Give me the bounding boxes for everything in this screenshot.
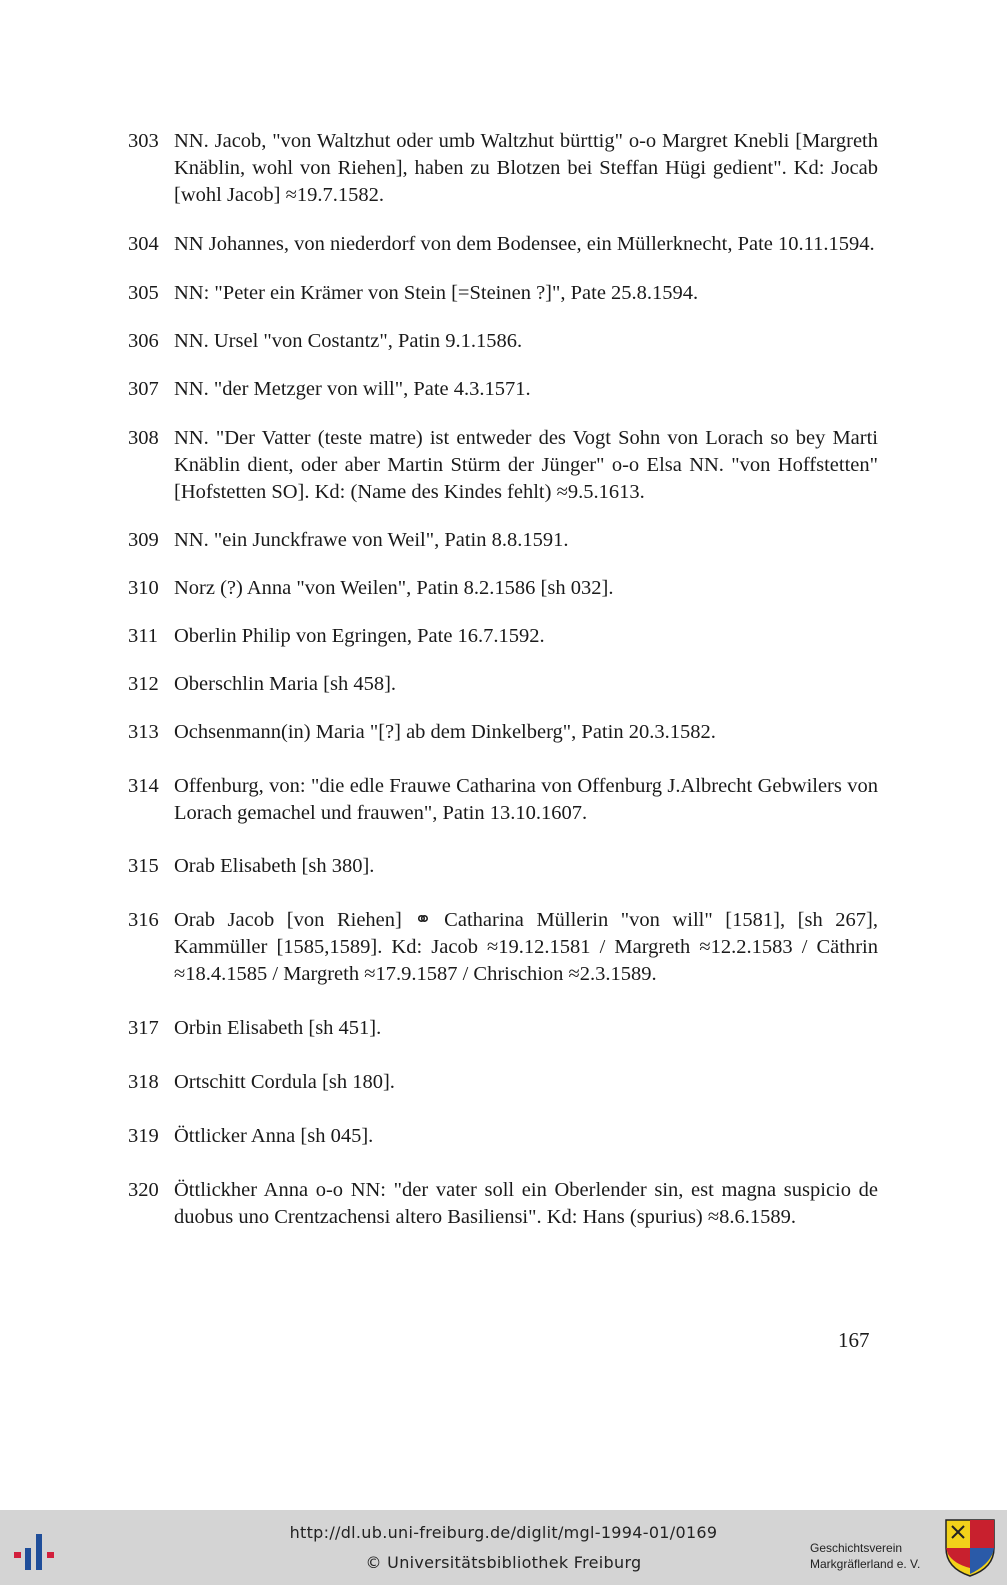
entry-number: 311 — [128, 625, 158, 647]
entry-text: Orab Elisabeth [sh 380]. — [174, 855, 375, 877]
register-entry — [128, 1069, 878, 1096]
register-entry — [128, 907, 878, 988]
entry-number: 310 — [128, 577, 159, 599]
entry-text: NN. Ursel "von Costantz", Patin 9.1.1586. — [174, 330, 523, 352]
register-entry — [128, 575, 878, 602]
register-entry — [128, 1123, 878, 1150]
entry-text: Ochsenmann(in) Maria "[?] ab dem Dinkelberg", Patin 20.3.1582. — [174, 721, 716, 743]
entry-text: Oberschlin Maria [sh 458]. — [174, 673, 397, 695]
entry-text: NN. "ein Junckfrawe von Weil", Patin 8.8.1591. — [174, 529, 569, 551]
entry-text: Ortschitt Cordula [sh 180]. — [174, 1071, 395, 1093]
entry-number: 304 — [128, 233, 159, 255]
entry-number: 320 — [128, 1179, 159, 1201]
register-entry — [128, 527, 878, 554]
entry-text: Oberlin Philip von Egringen, Pate 16.7.1592. — [174, 625, 545, 647]
entry-number: 318 — [128, 1071, 159, 1093]
register-entry — [128, 128, 878, 209]
footer-bar — [0, 1510, 1007, 1585]
entry-text: NN. "Der Vatter (teste matre) ist entweder des Vogt Sohn von Lorach so bey Marti Knäblin dient, oder aber Martin Stürm der Jünger" o-o Elsa NN. "von Hoffstetten" [Hofstetten SO]. Kd: (Name des Kindes fehlt) ≈9.5.1613. — [174, 427, 878, 503]
register-entry — [128, 719, 878, 746]
entry-text: NN. "der Metzger von will", Pate 4.3.1571. — [174, 378, 531, 400]
entry-text: Orbin Elisabeth [sh 451]. — [174, 1017, 382, 1039]
register-entry — [128, 1177, 878, 1231]
entry-text: NN Johannes, von niederdorf von dem Bodensee, ein Müllerknecht, Pate 10.11.1594. — [174, 233, 875, 255]
entry-number: 312 — [128, 673, 159, 695]
copyright-notice: © Universitätsbibliothek Freiburg — [365, 1553, 642, 1572]
coat-of-arms-icon — [944, 1518, 996, 1578]
register-entry — [128, 280, 878, 307]
entry-number: 313 — [128, 721, 159, 743]
entry-number: 314 — [128, 775, 159, 797]
society-name — [810, 1540, 920, 1572]
society-name-line2: Markgräflerland e. V. — [810, 1557, 921, 1571]
entry-text: Öttlickher Anna o-o NN: "der vater soll ein Oberlender sin, est magna suspicio de duobus uno Crentzachensi altero Basiliensi". Kd: Hans (spurius) ≈8.6.1589. — [174, 1179, 878, 1228]
register-entry — [128, 671, 878, 698]
entry-text: NN: "Peter ein Krämer von Stein [=Steinen ?]", Pate 25.8.1594. — [174, 282, 699, 304]
entry-text: Öttlicker Anna [sh 045]. — [174, 1125, 374, 1147]
register-entry — [128, 1015, 878, 1042]
society-name-line1: Geschichtsverein — [810, 1541, 903, 1555]
entry-number: 317 — [128, 1017, 159, 1039]
entry-text: Offenburg, von: "die edle Frauwe Catharina von Offenburg J.Albrecht Gebwilers von Lorach gemachel und frauwen", Patin 13.10.1607. — [174, 775, 878, 824]
entry-text: Norz (?) Anna "von Weilen", Patin 8.2.1586 [sh 032]. — [174, 577, 614, 599]
entry-number: 316 — [128, 909, 159, 931]
entry-text: Orab Jacob [von Riehen] ⚭ Catharina Müllerin "von will" [1581], [sh 267], Kammüller [1585,1589]. Kd: Jacob ≈19.12.1581 / Margreth ≈12.2.1583 / Cäthrin ≈18.4.1585 / Margreth ≈17.9.1587 / Chrischion ≈2.3.1589. — [174, 909, 878, 985]
entry-number: 303 — [128, 130, 159, 152]
entry-text: NN. Jacob, "von Waltzhut oder umb Waltzhut bürttig" o-o Margret Knebli [Margreth Knäblin, wohl von Riehen], haben zu Blotzen bei Steffan Hügi gedient". Kd: Jocab [wohl Jacob] ≈19.7.1582. — [174, 130, 878, 206]
register-entries — [128, 128, 878, 1231]
entry-number: 319 — [128, 1125, 159, 1147]
register-entry — [128, 231, 878, 258]
entry-number: 308 — [128, 427, 159, 449]
entry-number: 315 — [128, 855, 159, 877]
entry-number: 306 — [128, 330, 159, 352]
register-entry — [128, 376, 878, 403]
register-entry — [128, 853, 878, 880]
page-number: 167 — [838, 1328, 870, 1352]
register-entry — [128, 623, 878, 650]
document-url-link[interactable]: http://dl.ub.uni-freiburg.de/diglit/mgl-1994-01/0169 — [289, 1523, 718, 1542]
entry-number: 307 — [128, 378, 159, 400]
entry-number: 305 — [128, 282, 159, 304]
register-entry — [128, 328, 878, 355]
register-entry — [128, 773, 878, 827]
register-entry — [128, 425, 878, 506]
entry-number: 309 — [128, 529, 159, 551]
